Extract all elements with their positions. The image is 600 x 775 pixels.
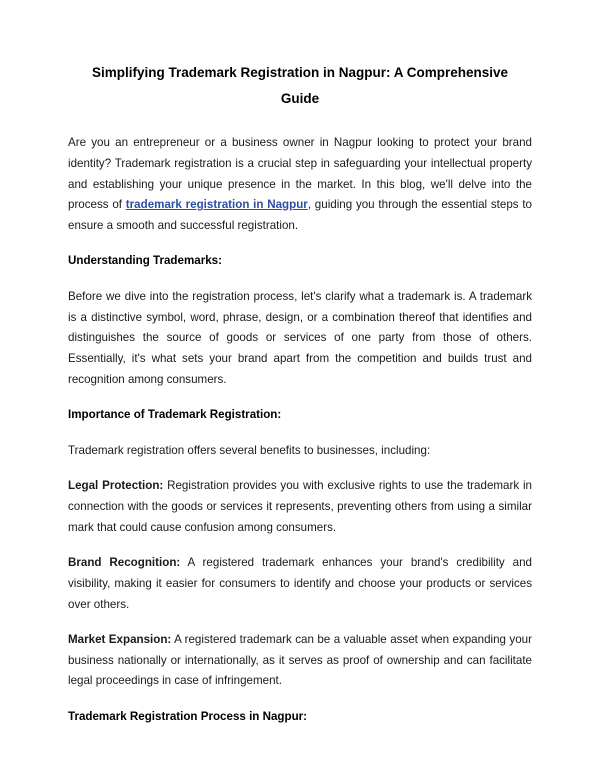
section-heading-importance: Importance of Trademark Registration: [68, 408, 282, 422]
benefit-item [68, 630, 532, 692]
benefit-item [68, 476, 532, 538]
trademark-registration-link[interactable]: trademark registration in Nagpur [125, 198, 308, 212]
benefit-lead: Legal Protection: [68, 479, 164, 493]
benefit-text: Registration provides you with exclusive rights to use the trademark in connection with the goods or services it represents, preventing others from using a similar mark that could cause confusion among consumers. [68, 479, 532, 534]
benefit-item [68, 553, 532, 615]
intro-text-part1: Are you an entrepreneur or a business owner in Nagpur looking to protect your brand identity? Trademark registration is a crucial step in safeguarding your intellectual property and establishing your unique presence in the market. In this blog, we'll delve into the process of [68, 136, 532, 212]
intro-paragraph [68, 133, 532, 236]
benefit-text: A registered trademark enhances your brand's credibility and visibility, making it easier for consumers to identify and choose your products or services over others. [68, 556, 532, 611]
page-title: Simplifying Trademark Registration in Nagpur: A Comprehensive Guide [91, 65, 509, 106]
section-body-importance: Trademark registration offers several benefits to businesses, including: [68, 443, 431, 457]
section-heading-registration-process: Trademark Registration Process in Nagpur: [68, 710, 308, 724]
section-body-understanding-trademarks: Before we dive into the registration process, let's clarify what a trademark is. A trademark is a distinctive symbol, word, phrase, design, or a combination thereof that identifies and distinguishes the source of goods or services of one party from those of others. Essentially, it's what sets your brand apart from the competition and builds trust and recognition among consumers. [68, 290, 532, 386]
document-body [68, 60, 532, 743]
benefit-lead: Market Expansion: [68, 633, 172, 647]
intro-text-part2: , guiding you through the essential steps to ensure a smooth and successful registration. [68, 198, 533, 232]
section-heading-understanding-trademarks: Understanding Trademarks: [68, 254, 222, 268]
benefit-lead: Brand Recognition: [68, 556, 181, 570]
benefit-text: A registered trademark can be a valuable asset when expanding your business nationally or internationally, as it serves as proof of ownership and can facilitate legal proceedings in case of infringement. [68, 633, 532, 688]
